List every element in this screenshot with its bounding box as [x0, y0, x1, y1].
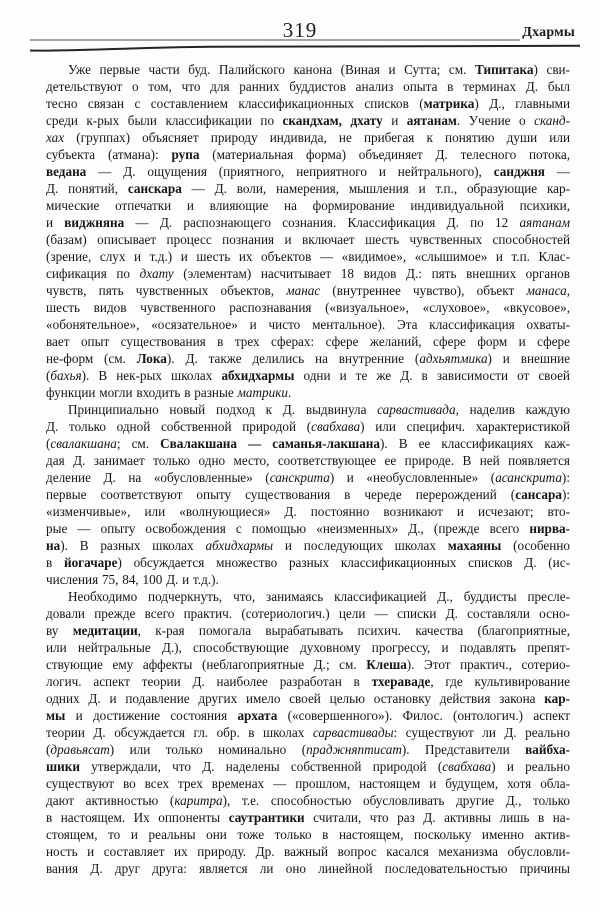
italic-term: свабхава [442, 759, 492, 774]
text-line [46, 520, 570, 537]
text-run: (группах) объясняет природу индивида, не прибегая к понятию души или [64, 130, 570, 145]
text-run: логич. аспект теории Д. наиболее разработан в [46, 674, 372, 689]
text-run: ): [561, 487, 570, 502]
text-line [46, 571, 570, 588]
text-run: числения 75, 84, 100 Д. и т.д.). [46, 572, 219, 587]
text-run: дая Д. занимает только одно место, соответствующее ее природе. В ней появляется [46, 453, 570, 468]
bold-term: кар- [544, 691, 570, 706]
text-line [46, 248, 570, 265]
text-line [46, 809, 570, 826]
text-run: ) и «необусловленные» ( [329, 470, 496, 485]
bold-term: Типитака [475, 62, 534, 77]
italic-term: дхату [139, 266, 174, 281]
text-run: — Д. воли, намерения, мышления и т.п., образующие кар- [181, 181, 570, 196]
italic-term: манаса [526, 283, 567, 298]
text-run: ), т.е. способностью обусловливать другие Д., только [222, 793, 570, 808]
text-line [46, 435, 570, 452]
text-run: довали прежде всего практич. (сотериологич.) цели — списки Д. составляли осно- [46, 606, 570, 621]
text-run: детельствуют о том, что для ранних буддистов анализ опыта в терминах Д. был [46, 79, 570, 94]
text-run: первые соответствуют опыту существования в череде перерождений ( [46, 487, 516, 502]
text-run: вает опыт существования в трех сферах: сфере желаний, сфере форм и сфере [46, 334, 570, 349]
italic-term: свалакшана [50, 436, 117, 451]
text-line [46, 282, 570, 299]
bold-term: сансара [515, 487, 562, 502]
italic-term: адхьятмика [419, 351, 488, 366]
header-rule [0, 34, 600, 54]
text-run: субъекта (атмана): [46, 147, 172, 162]
text-run: : существуют ли Д. реально [393, 725, 570, 740]
text-run: ) сви- [533, 62, 570, 77]
italic-term: манас [286, 283, 321, 298]
italic-term: свабхава [311, 419, 361, 434]
text-line [46, 503, 570, 520]
bold-term: ведана [46, 164, 87, 179]
text-run: «обонятельное», «осязательное» и чисто ментальное). Эта классификация охваты- [46, 317, 570, 332]
text-run: чувств, пять чувственных объектов, [46, 283, 287, 298]
text-run: ность и составляет их природу. Др. важный вопрос касался механизма обусловли- [46, 844, 570, 859]
bold-term: скандхам, дхату [282, 113, 383, 128]
text-run: ). В нек-рых школах [81, 368, 222, 383]
bold-term: мы [46, 708, 66, 723]
text-run: дают активностью ( [46, 793, 175, 808]
bold-term: медитации [72, 623, 138, 638]
bold-term: вайбха- [525, 742, 570, 757]
text-run: и последующих школах [273, 538, 448, 553]
text-run: в настоящем. Их оппоненты [46, 810, 229, 825]
text-run: ) или только номинально ( [109, 742, 307, 757]
text-line [46, 95, 570, 112]
text-run: утверждали, что Д. наделены собственной природой ( [79, 759, 443, 774]
bold-term: абхидхармы [221, 368, 295, 383]
text-run: одни и те же Д. в зависимости от своей [294, 368, 570, 383]
text-run: одних Д. и подавление других имело своей целью остановку действия закона [46, 691, 545, 706]
text-line [46, 78, 570, 95]
text-run: , где культивирование [430, 674, 570, 689]
text-run: мические отпечатки и влияющие на формирование индивидуальной психики, [46, 198, 570, 213]
bold-term: шики [46, 759, 80, 774]
text-run: и [382, 113, 407, 128]
text-line [46, 452, 570, 469]
text-line [46, 860, 570, 877]
text-run: ву [46, 623, 73, 638]
bold-term: на [46, 538, 61, 553]
italic-term: сканд- [534, 113, 570, 128]
bold-term: Клеша [366, 657, 407, 672]
bold-term: йогачаре [63, 555, 118, 570]
running-title: Дхармы [522, 25, 575, 40]
text-run: (материальная форма) объединяет Д. телесного потока, [199, 147, 570, 162]
text-run: тесно связан с составлением классификационных списков ( [46, 96, 424, 111]
text-line [46, 469, 570, 486]
article-text [46, 61, 570, 877]
text-line [46, 401, 570, 418]
text-run: не-форм (см. [46, 351, 137, 366]
text-line [46, 146, 570, 163]
italic-term: бахья [50, 368, 82, 383]
text-run: , [566, 283, 570, 298]
paragraph [46, 401, 570, 588]
text-line [46, 180, 570, 197]
text-run: теории Д. обсуждается гл. обр. в школах [46, 725, 313, 740]
text-line [46, 367, 570, 384]
text-run: или нейтральные Д.), способствующие духовному прогрессу, и подавлять препят- [46, 640, 570, 655]
italic-term: хах [46, 130, 65, 145]
text-line [46, 656, 570, 673]
text-run: ; см. [116, 436, 161, 451]
bold-term: архата [237, 708, 278, 723]
text-run: ) и внешние [487, 351, 570, 366]
text-run: (особенно [501, 538, 570, 553]
bold-term: тхераваде [371, 674, 431, 689]
text-run: ствующие ему аффекты (неблагоприятные Д.; см. [46, 657, 367, 672]
text-run: — Д. ощущения (приятного, неприятного и нейтрального), [86, 164, 494, 179]
text-line [46, 163, 570, 180]
bold-term: Лока [136, 351, 167, 366]
bold-term: санскара [127, 181, 182, 196]
text-line [46, 639, 570, 656]
text-line [46, 418, 570, 435]
text-line [46, 775, 570, 792]
text-run: ) или специфич. характеристикой [360, 419, 570, 434]
text-run: («совершенного»). Филос. (онтологич.) аспект [277, 708, 570, 723]
text-line [46, 724, 570, 741]
text-run: (внутреннее чувство), объект [320, 283, 527, 298]
text-run: . [287, 385, 292, 400]
text-line [46, 758, 570, 775]
text-run: ). Представители [401, 742, 526, 757]
text-line [46, 622, 570, 639]
text-line [46, 112, 570, 129]
text-line [46, 486, 570, 503]
text-run: существуют во всех трех временах — прошлом, настоящем и будущем, хотя обла- [46, 776, 570, 791]
text-run: рые — опыту освобождения с помощью «неизменных» Д., (прежде всего [46, 521, 530, 536]
text-line [46, 231, 570, 248]
text-line [46, 707, 570, 724]
text-run: ): [561, 470, 570, 485]
text-line [46, 197, 570, 214]
text-run: Д. понятий, [46, 181, 128, 196]
bold-term: Свалакшана — саманья-лакшана [160, 436, 380, 451]
text-run: среди к-рых были классификации по [46, 113, 283, 128]
text-run: (базам) описывает процесс познания и включает шесть чувственных способностей [46, 232, 570, 247]
text-line [46, 843, 570, 860]
text-run: (элементам) насчитывает 18 видов Д.: пять внешних органов [173, 266, 570, 281]
text-run: считали, что раз Д. активны лишь в на- [304, 810, 570, 825]
text-run: (зрение, слух и т.д.) и шесть их объектов — «видимое», «слышимое» и т.п. Клас- [46, 249, 570, 264]
text-run: ). В ее классификациях каж- [379, 436, 570, 451]
text-run: ( [46, 742, 51, 757]
text-line [46, 384, 570, 401]
text-run: Д. только одной собственной природой ( [46, 419, 312, 434]
text-run: деление Д. на «обусловленные» ( [46, 470, 270, 485]
bold-term: нирва- [529, 521, 570, 536]
text-line [46, 826, 570, 843]
text-line [46, 350, 570, 367]
text-line [46, 741, 570, 758]
text-run: и достижение состояния [65, 708, 238, 723]
text-line [46, 537, 570, 554]
bold-term: аятанам [406, 113, 457, 128]
text-run: вания Д. друг друга: является ли оно линейной последовательностью причины [46, 861, 570, 876]
text-line [46, 690, 570, 707]
bold-term: саутрантики [228, 810, 305, 825]
text-run: Необходимо подчеркнуть, что, занимаясь классификацией Д., буддисты пресле- [68, 589, 570, 604]
text-run: — Д. распознающего сознания. Классификация Д. по 12 [124, 215, 520, 230]
text-run: ) и реально [491, 759, 570, 774]
text-run: «изменчивые», или «волнующиеся» Д. постоянно возникают и исчезают; вто- [46, 504, 570, 519]
text-run: сификация по [46, 266, 140, 281]
italic-term: праджняптисат [306, 742, 402, 757]
text-line [46, 129, 570, 146]
text-run: , к-рая помогала вырабатывать психич. качества (благоприятные, [137, 623, 570, 638]
bold-term: рупа [171, 147, 200, 162]
text-run: Принципиально новый подход к Д. выдвинула [68, 402, 378, 417]
italic-term: асанскрита [495, 470, 562, 485]
text-line [46, 61, 570, 78]
text-line [46, 605, 570, 622]
italic-term: матрики [237, 385, 288, 400]
text-run: функции могли входить в разные [46, 385, 238, 400]
text-line [46, 316, 570, 333]
text-run: ) обсуждается множество разных классификационных списков Д. (ис- [117, 555, 570, 570]
italic-term: аятанам [519, 215, 570, 230]
text-line [46, 554, 570, 571]
text-run: шесть видов чувственного распознавания («визуальное», «слуховое», «вкусовое», [46, 300, 570, 315]
text-line [46, 673, 570, 690]
text-run: ). Этот практич., сотерио- [406, 657, 570, 672]
italic-term: сарвастивады [312, 725, 394, 740]
bold-term: виджняна [64, 215, 125, 230]
text-line [46, 299, 570, 316]
text-run: ). В разных школах [60, 538, 206, 553]
text-run: ). Д. также делились на внутренние ( [166, 351, 420, 366]
text-run: ( [46, 368, 51, 383]
bold-term: матрика [423, 96, 475, 111]
text-run: , наделив каждую [455, 402, 570, 417]
paragraph [46, 61, 570, 401]
text-run: в [46, 555, 64, 570]
page-number: 319 [282, 18, 318, 42]
italic-term: сарвастивада [377, 402, 456, 417]
italic-term: каритра [174, 793, 223, 808]
bold-term: санджня [493, 164, 545, 179]
italic-term: санскрита [269, 470, 330, 485]
text-line [46, 792, 570, 809]
italic-term: абхидхармы [205, 538, 274, 553]
text-line [46, 265, 570, 282]
text-line [46, 333, 570, 350]
italic-term: дравьясат [50, 742, 110, 757]
text-line [46, 588, 570, 605]
text-run: . Учение о [456, 113, 535, 128]
text-run: и [46, 215, 65, 230]
text-run: ) Д., главными [474, 96, 570, 111]
text-run: — [544, 164, 570, 179]
paragraph [46, 588, 570, 877]
text-run: ( [46, 436, 51, 451]
text-line [46, 214, 570, 231]
text-run: стоящем, то и реальны они тоже только в настоящем, поскольку именно актив- [46, 827, 570, 842]
text-run: Уже первые части буд. Палийского канона (Виная и Сутта; см. [68, 62, 475, 77]
bold-term: махаяны [447, 538, 502, 553]
